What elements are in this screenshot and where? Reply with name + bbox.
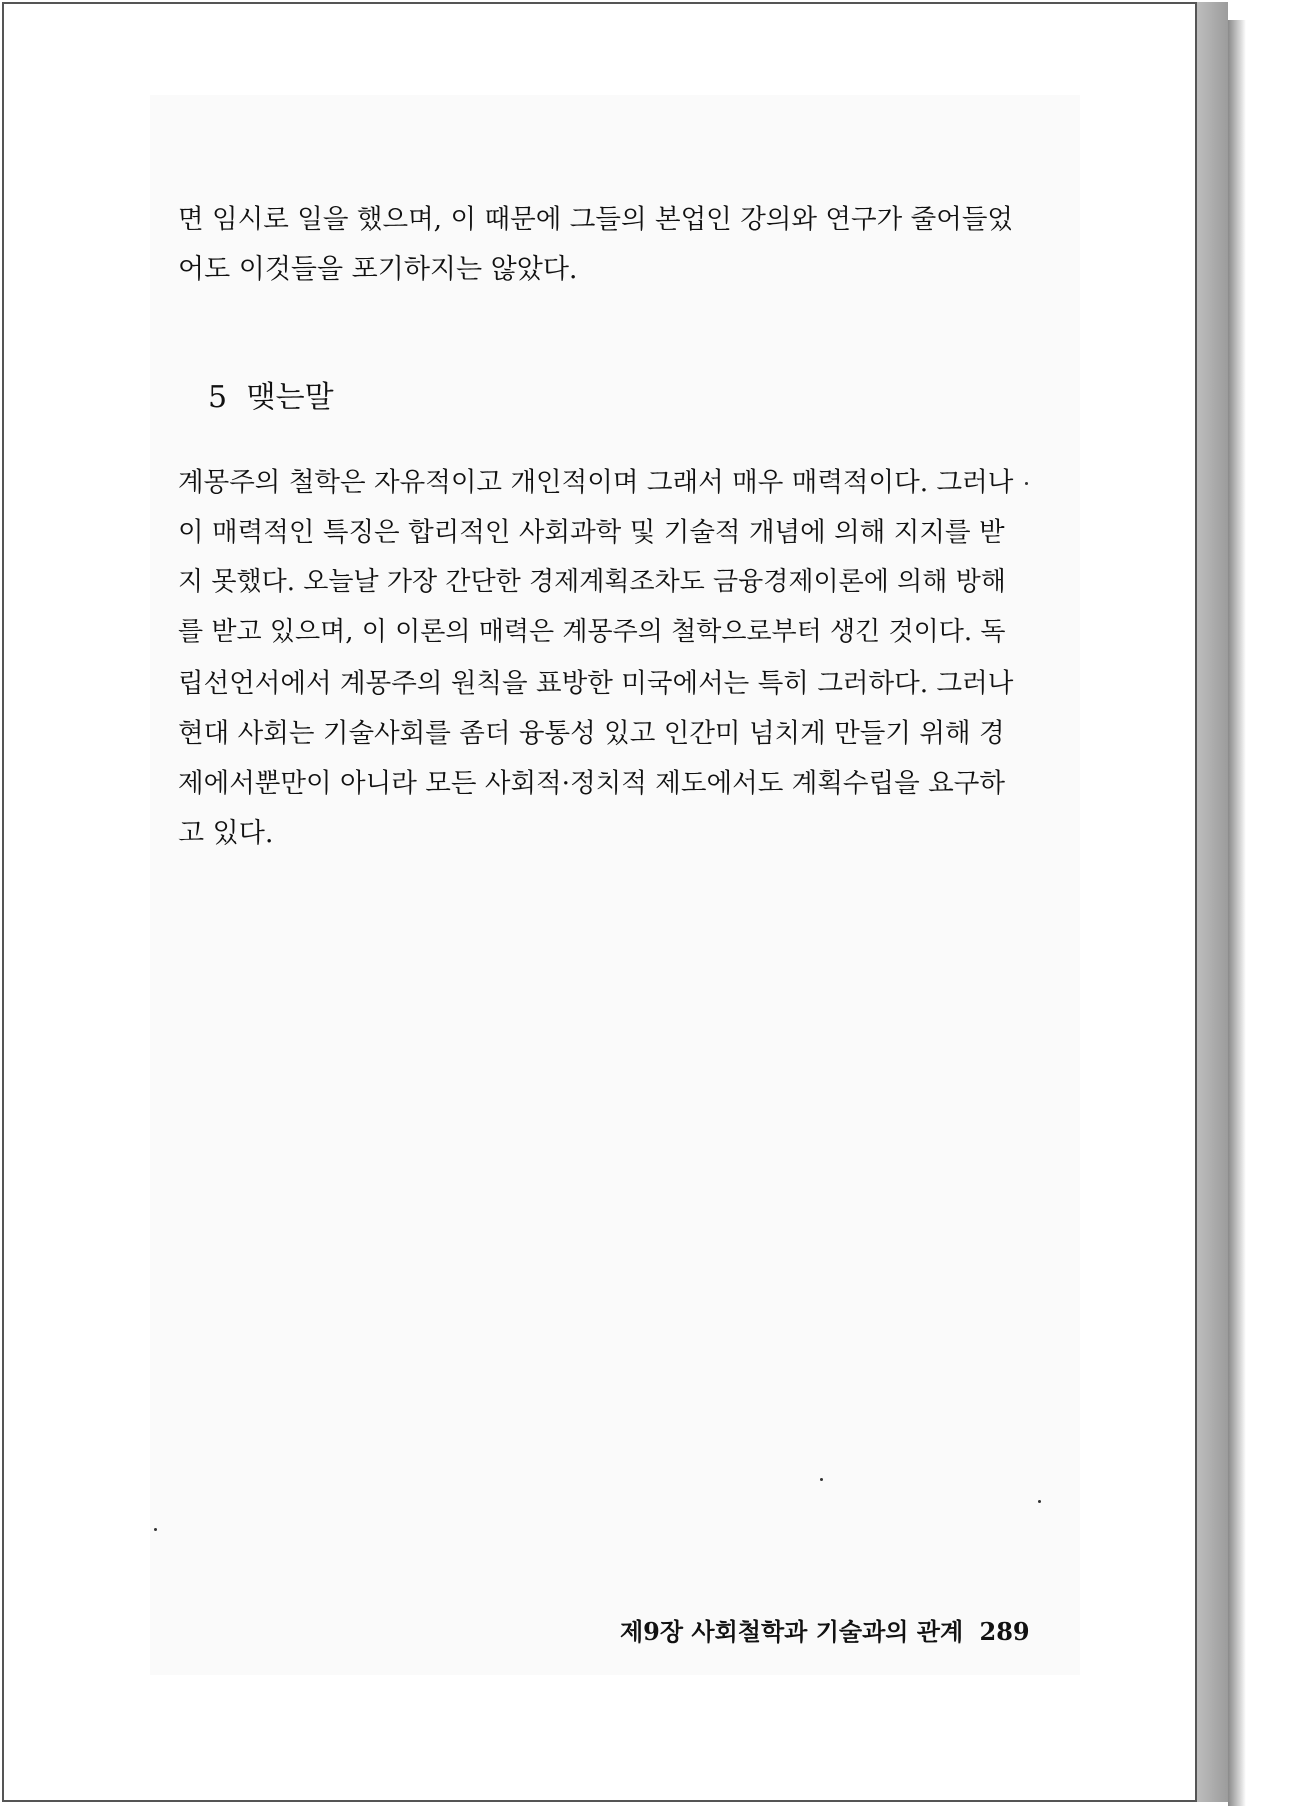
page-footer bbox=[620, 1612, 1030, 1647]
intro-line: 어도 이것들을 포기하지는 않았다. bbox=[178, 254, 578, 285]
intro-line: 면 임시로 일을 했으며, 이 때문에 그들의 본업인 강의와 연구가 줄어들었 bbox=[178, 204, 1014, 235]
section-title: 맺는말 bbox=[246, 380, 334, 415]
scan-speck bbox=[820, 1478, 823, 1481]
page-number: 289 bbox=[979, 1617, 1030, 1646]
body-line: 계몽주의 철학은 자유적이고 개인적이며 그래서 매우 매력적이다. 그러나 bbox=[178, 467, 1014, 498]
page-edge bbox=[1195, 2, 1228, 1802]
chapter-title: 제9장 사회철학과 기술과의 관계 bbox=[620, 1617, 964, 1646]
body-line: 립선언서에서 계몽주의 원칙을 표방한 미국에서는 특히 그러하다. 그러나 bbox=[178, 668, 1014, 699]
body-line: 이 매력적인 특징은 합리적인 사회과학 및 기술적 개념에 의해 지지를 받 bbox=[178, 517, 1005, 548]
scan-speck bbox=[1038, 1500, 1041, 1503]
body-line: 제에서뿐만이 아니라 모든 사회적·정치적 제도에서도 계획수립을 요구하 bbox=[178, 768, 1005, 799]
scan-speck bbox=[154, 1528, 157, 1531]
scanned-page bbox=[150, 95, 1080, 1675]
body-line: 고 있다. bbox=[178, 818, 274, 849]
section-number: 5 bbox=[208, 380, 228, 415]
section-heading bbox=[208, 372, 334, 416]
body-line: 를 받고 있으며, 이 이론의 매력은 계몽주의 철학으로부터 생긴 것이다. 독 bbox=[178, 617, 1006, 647]
body-line: 현대 사회는 기술사회를 좀더 융통성 있고 인간미 넘치게 만들기 위해 경 bbox=[178, 718, 1005, 749]
body-line: 지 못했다. 오늘날 가장 간단한 경제계획조차도 금융경제이론에 의해 방해 bbox=[178, 567, 1006, 597]
page-edge-shadow bbox=[1228, 20, 1246, 1806]
scan-speck bbox=[1025, 482, 1028, 485]
